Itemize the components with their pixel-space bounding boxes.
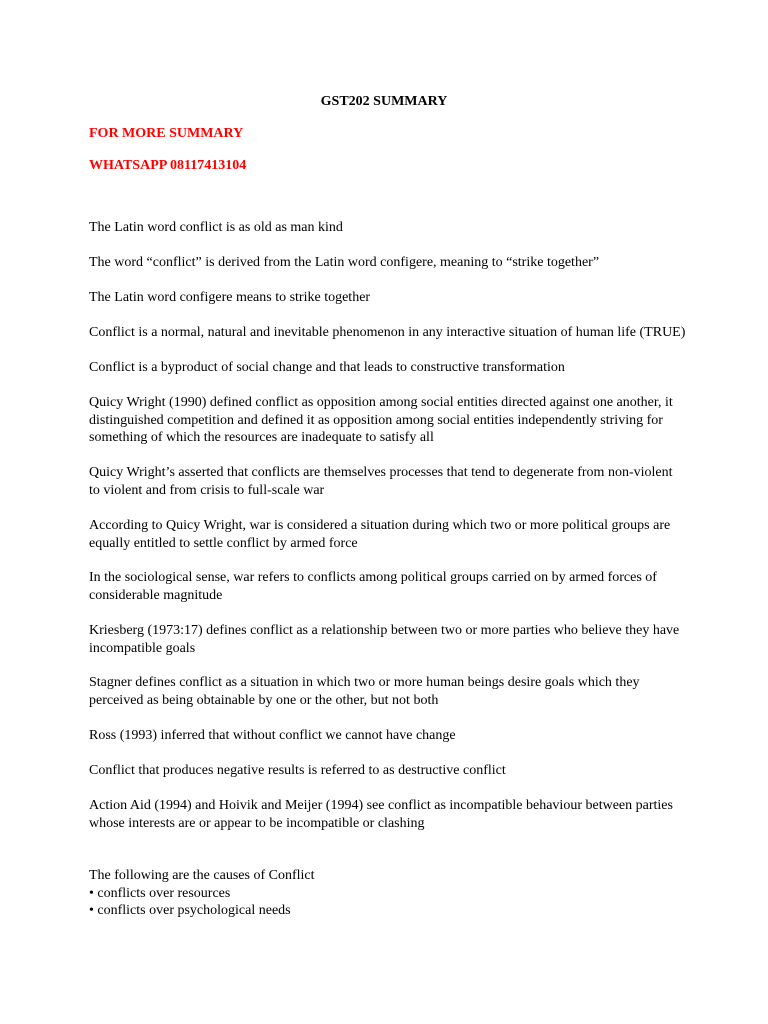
paragraph-line: Stagner defines conflict as a situation in which two or more human beings desire goals which they [89, 675, 640, 690]
paragraph-line: Quicy Wright (1990) defined conflict as opposition among social entities directed against one another, it [89, 395, 673, 410]
paragraph-2 [89, 254, 689, 272]
paragraph-line: Ross (1993) inferred that without conflict we cannot have change [89, 728, 456, 743]
paragraph-line: The word “conflict” is derived from the Latin word configere, meaning to “strike together” [89, 255, 600, 270]
promo-line-whatsapp: WHATSAPP 08117413104 [89, 158, 247, 173]
paragraph-line: Conflict that produces negative results is referred to as destructive conflict [89, 763, 506, 778]
paragraph-12 [89, 727, 689, 745]
document-title: GST202 SUMMARY [320, 94, 448, 109]
paragraph-line: The following are the causes of Conflict [89, 868, 315, 883]
paragraph-line: Quicy Wright’s asserted that conflicts are themselves processes that tend to degenerate from non-violent [89, 465, 673, 480]
paragraph-line: According to Quicy Wright, war is considered a situation during which two or more political groups are [89, 518, 671, 533]
paragraph-line: considerable magnitude [89, 587, 223, 603]
promo-line-more-summary: FOR MORE SUMMARY [89, 126, 244, 141]
paragraph-line: distinguished competition and defined it as opposition among social entities independently striving for [89, 412, 663, 428]
paragraph-line: equally entitled to settle conflict by armed force [89, 535, 358, 551]
paragraph-6 [89, 394, 689, 447]
paragraph-line: The Latin word configere means to strike together [89, 290, 371, 305]
paragraph-1 [89, 219, 689, 237]
paragraph-8 [89, 517, 689, 552]
paragraph-9 [89, 569, 689, 604]
paragraph-line: perceived as being obtainable by one or the other, but not both [89, 692, 439, 708]
paragraph-line: In the sociological sense, war refers to conflicts among political groups carried on by armed forces of [89, 570, 657, 585]
paragraph-line: incompatible goals [89, 640, 196, 656]
paragraph-5 [89, 359, 689, 377]
paragraph-3 [89, 289, 689, 307]
paragraph-4 [89, 324, 689, 342]
paragraph-7 [89, 464, 689, 499]
list-item: • conflicts over resources [89, 885, 231, 901]
list-item: • conflicts over psychological needs [89, 903, 291, 918]
paragraph-line: Conflict is a normal, natural and inevitable phenomenon in any interactive situation of human life (TRUE) [89, 325, 686, 340]
paragraph-line: Conflict is a byproduct of social change and that leads to constructive transformation [89, 360, 565, 375]
paragraph-13 [89, 762, 689, 780]
paragraph-10 [89, 622, 689, 657]
paragraph-line: Kriesberg (1973:17) defines conflict as a relationship between two or more parties who believe they have [89, 623, 680, 638]
paragraph-line: The Latin word conflict is as old as man kind [89, 220, 343, 235]
paragraph-14 [89, 797, 689, 832]
paragraph-causes-list [89, 867, 689, 920]
paragraph-line: Action Aid (1994) and Hoivik and Meijer (1994) see conflict as incompatible behaviour between parties [89, 798, 673, 813]
paragraph-11 [89, 674, 689, 709]
paragraph-line: something of which the resources are inadequate to satisfy all [89, 430, 434, 445]
paragraph-line: to violent and from crisis to full-scale war [89, 482, 325, 498]
paragraph-line: whose interests are or appear to be incompatible or clashing [89, 815, 425, 831]
